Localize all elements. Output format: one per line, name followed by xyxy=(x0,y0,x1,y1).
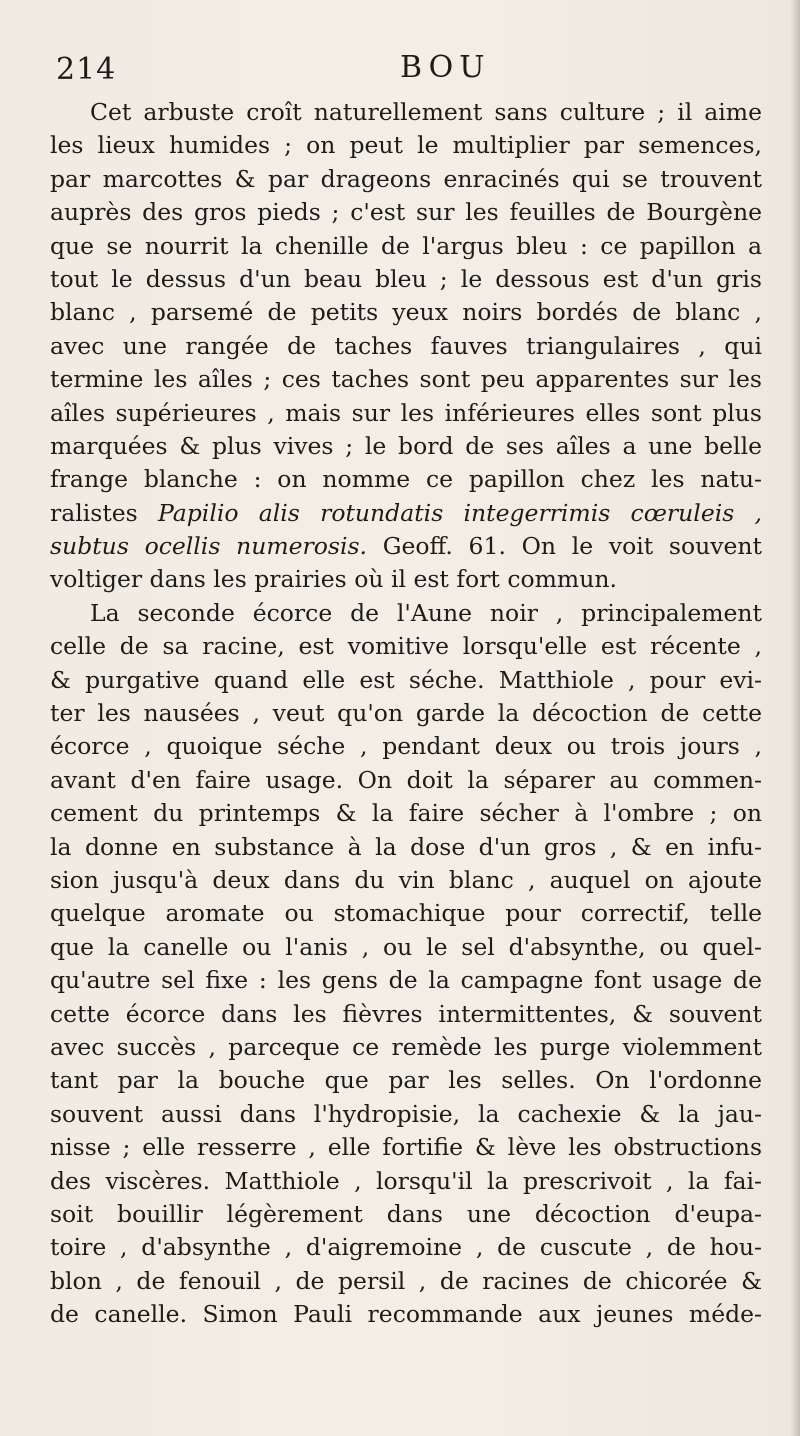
text-line: les lieux humides ; on peut le multiplier par semences, xyxy=(50,131,762,160)
text-line: aîles supérieures , mais sur les inférieures elles sont plus xyxy=(50,398,762,427)
body-text xyxy=(50,96,762,1331)
text-line: soit bouillir légèrement dans une décoction d'eupa- xyxy=(50,1199,762,1228)
text-line-latin-name-cont xyxy=(50,530,762,563)
text-line: souvent aussi dans l'hydropisie, la cachexie & la jau- xyxy=(50,1099,762,1128)
text-line: frange blanche : on nomme ce papillon chez les natu- xyxy=(50,465,762,494)
text-line: tout le dessus d'un beau bleu ; le dessous est d'un gris xyxy=(50,264,762,293)
text-line: voltiger dans les prairies où il est fort commun. xyxy=(50,565,617,594)
text-line: quelque aromate ou stomachique pour correctif, telle xyxy=(50,899,762,928)
text-line: par marcottes & par drageons enracinés qui se trouvent xyxy=(50,164,762,193)
text-line: Cet arbuste croît naturellement sans culture ; il aime xyxy=(90,98,762,126)
text-line: La seconde écorce de l'Aune noir , principalement xyxy=(90,598,762,627)
text-line: & purgative quand elle est séche. Matthiole , pour evi- xyxy=(50,665,762,694)
text-line: de canelle. Simon Pauli recommande aux jeunes méde- xyxy=(50,1300,762,1329)
page-number: 214 xyxy=(56,52,117,87)
text-line: cette écorce dans les fièvres intermittentes, & souvent xyxy=(50,999,762,1028)
text-line: des viscères. Matthiole , lorsqu'il la prescrivoit , la fai- xyxy=(50,1166,762,1195)
page-edge-shadow xyxy=(790,0,800,1436)
text-line: toire , d'absynthe , d'aigremoine , de cuscute , de hou- xyxy=(50,1233,762,1262)
text-line: ter les nausées , veut qu'on garde la décoction de cette xyxy=(50,699,762,728)
running-head: BOU xyxy=(400,50,491,85)
text-line: sion jusqu'à deux dans du vin blanc , auquel on ajoute xyxy=(50,865,762,894)
text-line: écorce , quoique séche , pendant deux ou trois jours , xyxy=(50,732,762,761)
text-line: cement du printemps & la faire sécher à l'ombre ; on xyxy=(50,799,762,828)
text-line-latin-name xyxy=(50,497,762,530)
text-line: marquées & plus vives ; le bord de ses aîles a une belle xyxy=(50,431,762,460)
latin-name: Papilio alis rotundatis integerrimis cœruleis , xyxy=(158,498,763,527)
text-line: celle de sa racine, est vomitive lorsqu'elle est récente , xyxy=(50,632,762,661)
text-line: nisse ; elle resserre , elle fortifie & lève les obstructions xyxy=(50,1133,762,1162)
text-line: la donne en substance à la dose d'un gros , & en infu- xyxy=(50,832,762,861)
text-line: tant par la bouche que par les selles. On l'ordonne xyxy=(50,1066,762,1095)
text-line: avec une rangée de taches fauves triangulaires , qui xyxy=(50,331,762,360)
text-line: qu'autre sel fixe : les gens de la campagne font usage de xyxy=(50,966,762,995)
paragraph-aune-noir xyxy=(50,597,762,1332)
text-line: auprès des gros pieds ; c'est sur les feuilles de Bourgène xyxy=(50,198,762,227)
latin-name-cont: subtus ocellis numerosis. xyxy=(50,532,368,561)
text-line: que se nourrit la chenille de l'argus bleu : ce papillon a xyxy=(50,231,762,260)
text-line: avec succès , parceque ce remède les purge violemment xyxy=(50,1032,762,1061)
text-line: avant d'en faire usage. On doit la séparer au commen- xyxy=(50,765,762,794)
text-line: que la canelle ou l'anis , ou le sel d'absynthe, ou quel- xyxy=(50,932,762,961)
text-line: blanc , parsemé de petits yeux noirs bordés de blanc , xyxy=(50,298,762,327)
paragraph-argus xyxy=(50,96,762,597)
page-header xyxy=(50,48,760,96)
latin-name-prefix: ralistes xyxy=(50,498,158,527)
reference-text: Geoff. 61. On le voit souvent xyxy=(367,532,762,561)
text-line: blon , de fenouil , de persil , de racines de chicorée & xyxy=(50,1266,762,1295)
text-line: termine les aîles ; ces taches sont peu apparentes sur les xyxy=(50,365,762,394)
